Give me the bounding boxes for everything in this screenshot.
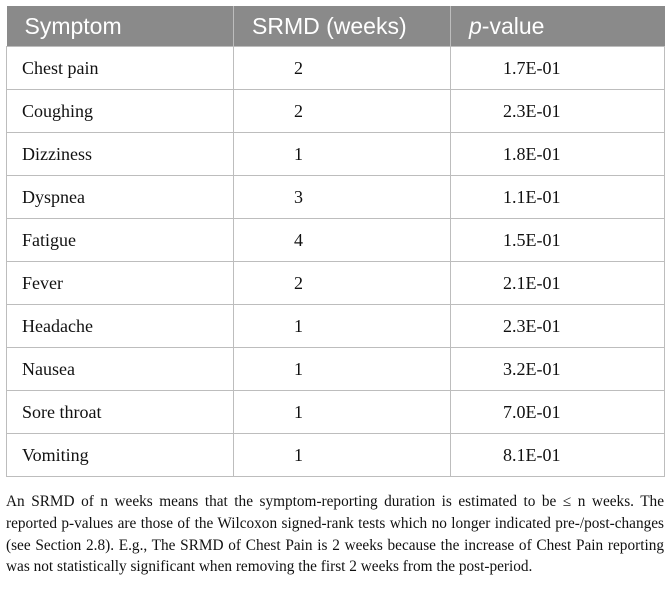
- table-header-row: [7, 6, 665, 47]
- cell-p-value: 1.5E-01: [451, 219, 665, 262]
- cell-p-value: 1.8E-01: [451, 133, 665, 176]
- header-p-value-italic: p: [469, 12, 482, 39]
- table-row: [7, 90, 665, 133]
- table-row: [7, 305, 665, 348]
- table-row: [7, 47, 665, 90]
- cell-symptom: Chest pain: [7, 47, 234, 90]
- cell-srmd: 1: [234, 133, 451, 176]
- cell-srmd: 2: [234, 262, 451, 305]
- header-p-value-suffix: -value: [481, 12, 545, 39]
- cell-p-value: 2.1E-01: [451, 262, 665, 305]
- cell-symptom: Headache: [7, 305, 234, 348]
- table-row: [7, 348, 665, 391]
- cell-symptom: Dyspnea: [7, 176, 234, 219]
- symptom-table: [6, 6, 665, 477]
- table-row: [7, 133, 665, 176]
- cell-p-value: 3.2E-01: [451, 348, 665, 391]
- cell-p-value: 7.0E-01: [451, 391, 665, 434]
- cell-symptom: Coughing: [7, 90, 234, 133]
- cell-p-value: 8.1E-01: [451, 434, 665, 477]
- header-p-value: [451, 6, 665, 47]
- table-row: [7, 219, 665, 262]
- cell-srmd: 1: [234, 305, 451, 348]
- cell-srmd: 4: [234, 219, 451, 262]
- cell-symptom: Sore throat: [7, 391, 234, 434]
- table-row: [7, 262, 665, 305]
- cell-symptom: Dizziness: [7, 133, 234, 176]
- header-symptom: Symptom: [7, 6, 234, 47]
- table-footnote: An SRMD of n weeks means that the symptom-reporting duration is estimated to be ≤ n weeks. The reported p-values are those of the Wilcoxon signed-rank tests which no longer indicated pre-/post-changes (see Section 2.8). E.g., The SRMD of Chest Pain is 2 weeks because the increase of Chest Pain reporting was not statistically significant when removing the first 2 weeks from the post-period.: [6, 493, 664, 576]
- cell-srmd: 1: [234, 391, 451, 434]
- cell-srmd: 1: [234, 434, 451, 477]
- cell-srmd: 2: [234, 90, 451, 133]
- table-row: [7, 434, 665, 477]
- cell-symptom: Fatigue: [7, 219, 234, 262]
- cell-symptom: Vomiting: [7, 434, 234, 477]
- cell-symptom: Nausea: [7, 348, 234, 391]
- cell-p-value: 2.3E-01: [451, 305, 665, 348]
- cell-p-value: 1.7E-01: [451, 47, 665, 90]
- header-srmd: SRMD (weeks): [234, 6, 451, 47]
- table-row: [7, 391, 665, 434]
- cell-symptom: Fever: [7, 262, 234, 305]
- cell-srmd: 2: [234, 47, 451, 90]
- cell-srmd: 1: [234, 348, 451, 391]
- table-row: [7, 176, 665, 219]
- cell-p-value: 1.1E-01: [451, 176, 665, 219]
- cell-p-value: 2.3E-01: [451, 90, 665, 133]
- cell-srmd: 3: [234, 176, 451, 219]
